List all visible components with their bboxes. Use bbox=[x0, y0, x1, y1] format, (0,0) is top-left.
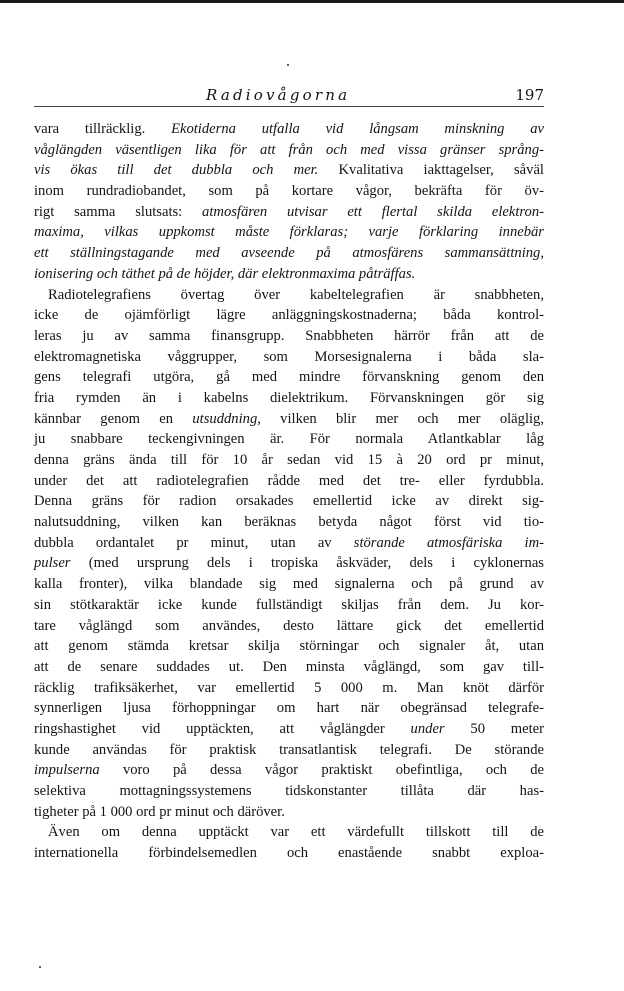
text-run: Kvalitativa iakttagelser, såväl bbox=[318, 162, 544, 179]
text-line bbox=[34, 264, 544, 285]
scan-top-edge bbox=[0, 0, 624, 3]
text-run: rigt samma slutsats: bbox=[34, 203, 203, 220]
italic-run: maxima, vilkas uppkomst måste förklaras; varje förklaring innebär bbox=[34, 224, 544, 241]
text-line bbox=[34, 181, 544, 202]
text-line bbox=[34, 367, 544, 388]
text-run: synnerligen ljusa förhoppningar om hart när obegränsad telegrafe- bbox=[34, 700, 544, 717]
text-line bbox=[34, 222, 544, 243]
italic-run: ett ställningstagande med avseende på atmosfärens sammansättning, bbox=[34, 245, 544, 262]
text-line bbox=[34, 471, 544, 492]
italic-run: störande atmosfäriska im- bbox=[353, 534, 545, 551]
text-run: tare våglängd som användes, desto lättare gick det emellertid bbox=[34, 617, 544, 634]
italic-run: våglängden väsentligen lika för att från och med vissa gränser språng- bbox=[34, 141, 544, 158]
running-title: Radiovågorna bbox=[206, 86, 351, 104]
text-line bbox=[34, 698, 544, 719]
ink-speck bbox=[287, 64, 289, 66]
text-line bbox=[34, 285, 544, 306]
text-run: fria rymden än i kabelns dielektrikum. Förvanskningen gör sig bbox=[34, 389, 544, 406]
text-run: Även om denna upptäckt var ett värdefullt tillskott till de bbox=[48, 824, 544, 841]
text-line bbox=[34, 450, 544, 471]
text-run: under det att radiotelegrafien rådde med det tre- eller fyrdubbla. bbox=[34, 472, 544, 489]
text-run: denna gräns ända till för 10 år sedan vid 15 à 20 ord pr minut, bbox=[34, 452, 544, 468]
text-line bbox=[34, 740, 544, 761]
text-line bbox=[34, 574, 544, 595]
italic-run: utsuddning, bbox=[192, 410, 261, 427]
text-run: Radiotelegrafiens övertag över kabeltelegrafien är snabbheten, bbox=[48, 286, 544, 303]
text-run: inom rundradiobandet, som på kortare vågor, bekräfta för öv- bbox=[34, 183, 544, 200]
text-run: Denna gräns för radion orsakades emellertid icke av direkt sig- bbox=[34, 493, 544, 510]
text-run: sin stötkaraktär icke kunde fullständigt skiljas från dem. Ju kor- bbox=[34, 596, 544, 613]
italic-run: Ekotiderna utfalla vid långsam minskning av bbox=[171, 121, 544, 137]
text-line bbox=[34, 533, 544, 554]
text-run: kännbar genom en bbox=[34, 410, 193, 427]
text-run: voro på dessa vågor praktiskt obefintliga, och de bbox=[99, 762, 544, 779]
italic-run: vis ökas till det dubbla och mer. bbox=[34, 162, 319, 179]
italic-run: impulserna bbox=[34, 762, 100, 779]
text-run: att de senare suddades ut. Den minsta våglängd, som gav till- bbox=[34, 658, 544, 675]
ink-speck bbox=[39, 966, 41, 968]
text-line bbox=[34, 802, 544, 823]
text-run: kalla fronter), vilka blandade sig med signalerna och på grund av bbox=[34, 576, 544, 593]
text-line bbox=[34, 140, 544, 161]
text-line bbox=[34, 243, 544, 264]
text-run: icke de ojämförligt lägre anläggningskostnaderna; båda kontrol- bbox=[34, 307, 544, 324]
text-line bbox=[34, 491, 544, 512]
text-line bbox=[34, 512, 544, 533]
text-run: internationella förbindelsemedlen och enastående snabbt exploa- bbox=[34, 845, 544, 862]
text-line bbox=[34, 719, 544, 740]
text-run: (med ursprung dels i tropiska åskväder, dels i cyklonernas bbox=[70, 555, 544, 572]
text-line bbox=[34, 326, 544, 347]
text-run: leras ju av samma finansgrupp. Snabbheten härrör från att de bbox=[34, 327, 544, 344]
text-line bbox=[34, 657, 544, 678]
text-run: kunde användas för praktisk transatlantisk telegrafi. De störande bbox=[34, 741, 544, 758]
running-head bbox=[34, 86, 544, 106]
text-run: ringshastighet vid upptäckten, att våglängder bbox=[34, 720, 411, 737]
italic-run: under bbox=[410, 720, 445, 737]
text-line bbox=[34, 678, 544, 699]
italic-run: pulser bbox=[34, 555, 71, 572]
text-run: 50 meter bbox=[444, 720, 544, 737]
text-run: att genom stämda kretsar skilja störningar och signaler åt, utan bbox=[34, 638, 544, 655]
text-run: vilken blir mer och mer oläglig, bbox=[260, 410, 544, 427]
body-text bbox=[34, 119, 544, 864]
text-line bbox=[34, 305, 544, 326]
italic-run: atmosfären utvisar ett flertal skilda elektron- bbox=[202, 203, 544, 220]
italic-run: ionisering och täthet på de höjder, där elektronmaxima påträffas. bbox=[34, 265, 416, 282]
text-line bbox=[34, 822, 544, 843]
text-run: gens telegrafi utgöra, gå med mindre förvanskning genom den bbox=[34, 369, 544, 386]
text-line bbox=[34, 760, 544, 781]
text-run: tigheter på 1 000 ord pr minut och däröver. bbox=[34, 803, 285, 820]
running-head-rule bbox=[34, 106, 544, 107]
page-number: 197 bbox=[515, 86, 544, 104]
text-line bbox=[34, 409, 544, 430]
text-line bbox=[34, 595, 544, 616]
text-line bbox=[34, 616, 544, 637]
text-line bbox=[34, 781, 544, 802]
text-run: selektiva mottagningssystemens tidskonstanter tillåta där has- bbox=[34, 783, 544, 799]
text-line bbox=[34, 119, 544, 140]
text-run: räcklig trafiksäkerhet, var emellertid 5 000 m. Man knöt därför bbox=[34, 679, 544, 696]
text-line bbox=[34, 553, 544, 574]
text-run: elektromagnetiska våggrupper, som Morsesignalerna i båda sla- bbox=[34, 348, 544, 365]
text-run: vara tillräcklig. bbox=[34, 121, 172, 137]
text-line bbox=[34, 388, 544, 409]
text-line bbox=[34, 843, 544, 864]
text-line bbox=[34, 347, 544, 368]
text-line bbox=[34, 429, 544, 450]
text-run: nalutsuddning, vilken kan beräknas betyda något först vid tio- bbox=[34, 514, 544, 531]
text-line bbox=[34, 160, 544, 181]
text-run: ju snabbare teckengivningen är. För normala Atlantkablar låg bbox=[34, 431, 544, 448]
text-run: dubbla ordantalet pr minut, utan av bbox=[34, 534, 354, 551]
text-line bbox=[34, 202, 544, 223]
text-line bbox=[34, 636, 544, 657]
